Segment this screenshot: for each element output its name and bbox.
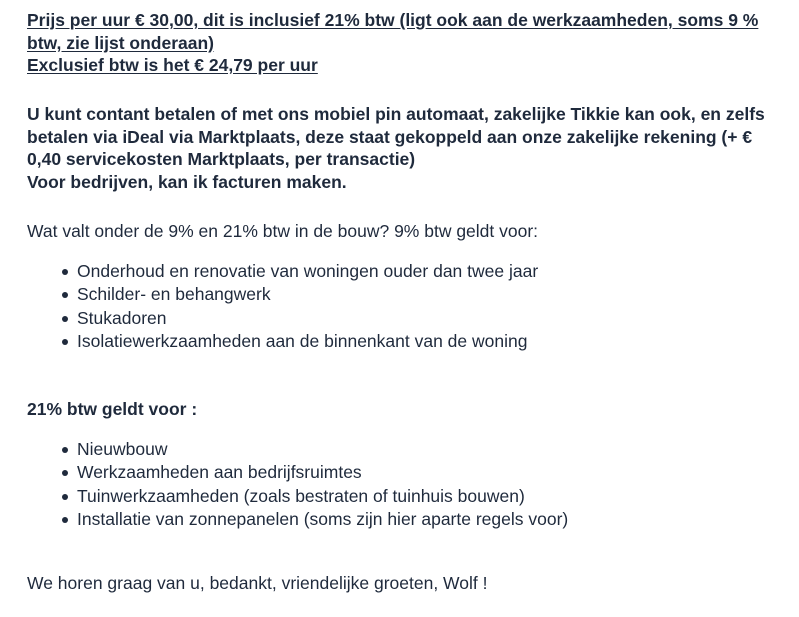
price-excl-vat-text: Exclusief btw is het € 24,79 per uur — [27, 55, 318, 75]
list-item: Werkzaamheden aan bedrijfsruimtes — [27, 461, 787, 484]
list-item: Onderhoud en renovatie van woningen ouder dan twee jaar — [27, 260, 787, 283]
vat-9-list — [27, 260, 787, 353]
vat-9-intro — [27, 220, 787, 243]
payment-section — [27, 103, 787, 193]
price-section — [27, 9, 787, 77]
list-item: Installatie van zonnepanelen (soms zijn hier aparte regels voor) — [27, 508, 787, 531]
price-incl-vat-text: Prijs per uur € 30,00, dit is inclusief 21% btw (ligt ook aan de werkzaamheden, soms 9 % btw, zie lijst onderaan) — [27, 10, 759, 53]
list-item: Isolatiewerkzaamheden aan de binnenkant van de woning — [27, 330, 787, 353]
list-item: Stukadoren — [27, 307, 787, 330]
list-item: Schilder- en behangwerk — [27, 283, 787, 306]
closing-section — [27, 572, 787, 595]
closing-text: We horen graag van u, bedankt, vriendelijke groeten, Wolf ! — [27, 573, 488, 593]
vat-21-list — [27, 438, 787, 531]
vat-21-heading-block — [27, 398, 787, 421]
list-item: Tuinwerkzaamheden (zoals bestraten of tuinhuis bouwen) — [27, 485, 787, 508]
payment-methods-text: U kunt contant betalen of met ons mobiel pin automaat, zakelijke Tikkie kan ook, en zelfs betalen via iDeal via Marktplaats, deze staat gekoppeld aan onze zakelijke rekening (+ € 0,40 servicekosten Marktplaats, per transactie) — [27, 104, 765, 169]
vat-21-heading: 21% btw geldt voor : — [27, 399, 198, 419]
invoice-text: Voor bedrijven, kan ik facturen maken. — [27, 171, 347, 192]
list-item: Nieuwbouw — [27, 438, 787, 461]
vat-question-text: Wat valt onder de 9% en 21% btw in de bouw? 9% btw geldt voor: — [27, 221, 539, 241]
